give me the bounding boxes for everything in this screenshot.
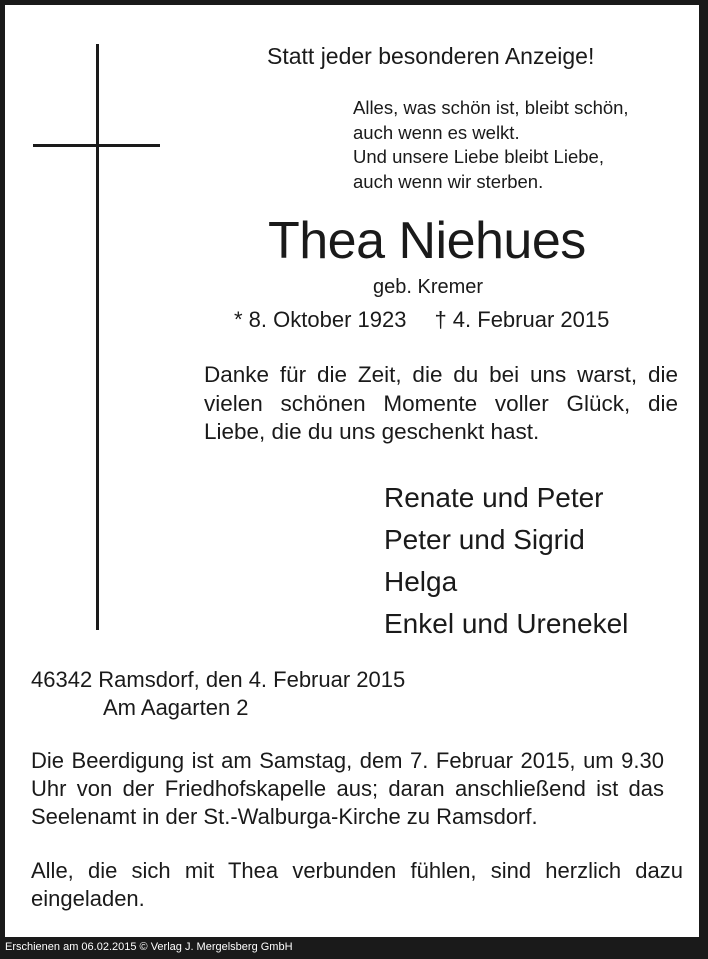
publication-footer: Erschienen am 06.02.2015 © Verlag J. Mergelsberg GmbH — [5, 941, 293, 953]
deceased-name: Thea Niehues — [268, 212, 586, 270]
thanks-text: Danke für die Zeit, die du bei uns warst, die vielen schönen Momente voller Glück, die Liebe, die du uns geschenkt hast. — [204, 362, 678, 444]
poem-line: Und unsere Liebe bleibt Liebe, — [353, 146, 604, 167]
poem-line: Alles, was schön ist, bleibt schön, — [353, 97, 629, 118]
poem-line: auch wenn es welkt. — [353, 121, 520, 143]
obituary-notice — [5, 5, 699, 937]
intro-line: Statt jeder besonderen Anzeige! — [267, 43, 595, 69]
funeral-info: Die Beerdigung ist am Samstag, dem 7. Februar 2015, um 9.30 Uhr von der Friedhofskapelle aus; daran anschließend ist das Seelenamt in der St.-Walburga-Kirche zu Ramsdorf. — [31, 748, 664, 829]
poem-line: auch wenn wir sterben. — [353, 170, 544, 192]
mourner: Enkel und Urenekel — [384, 608, 629, 639]
poem — [353, 96, 629, 194]
cross-icon-crossbar — [33, 144, 160, 147]
invitation-text: Alle, die sich mit Thea verbunden fühlen, sind herzlich dazu eingeladen. — [31, 858, 683, 911]
place-date: 46342 Ramsdorf, den 4. Februar 2015 — [31, 667, 406, 692]
mourner: Helga — [384, 566, 458, 597]
mourner: Peter und Sigrid — [384, 524, 585, 555]
life-dates — [234, 307, 609, 333]
mourners-list — [384, 477, 628, 645]
cross-icon — [96, 44, 99, 630]
address: Am Aagarten 2 — [103, 695, 249, 720]
birth-date: * 8. Oktober 1923 — [234, 307, 407, 332]
mourner: Renate und Peter — [384, 482, 604, 513]
birth-name: geb. Kremer — [373, 276, 484, 298]
death-date: † 4. Februar 2015 — [434, 307, 610, 332]
